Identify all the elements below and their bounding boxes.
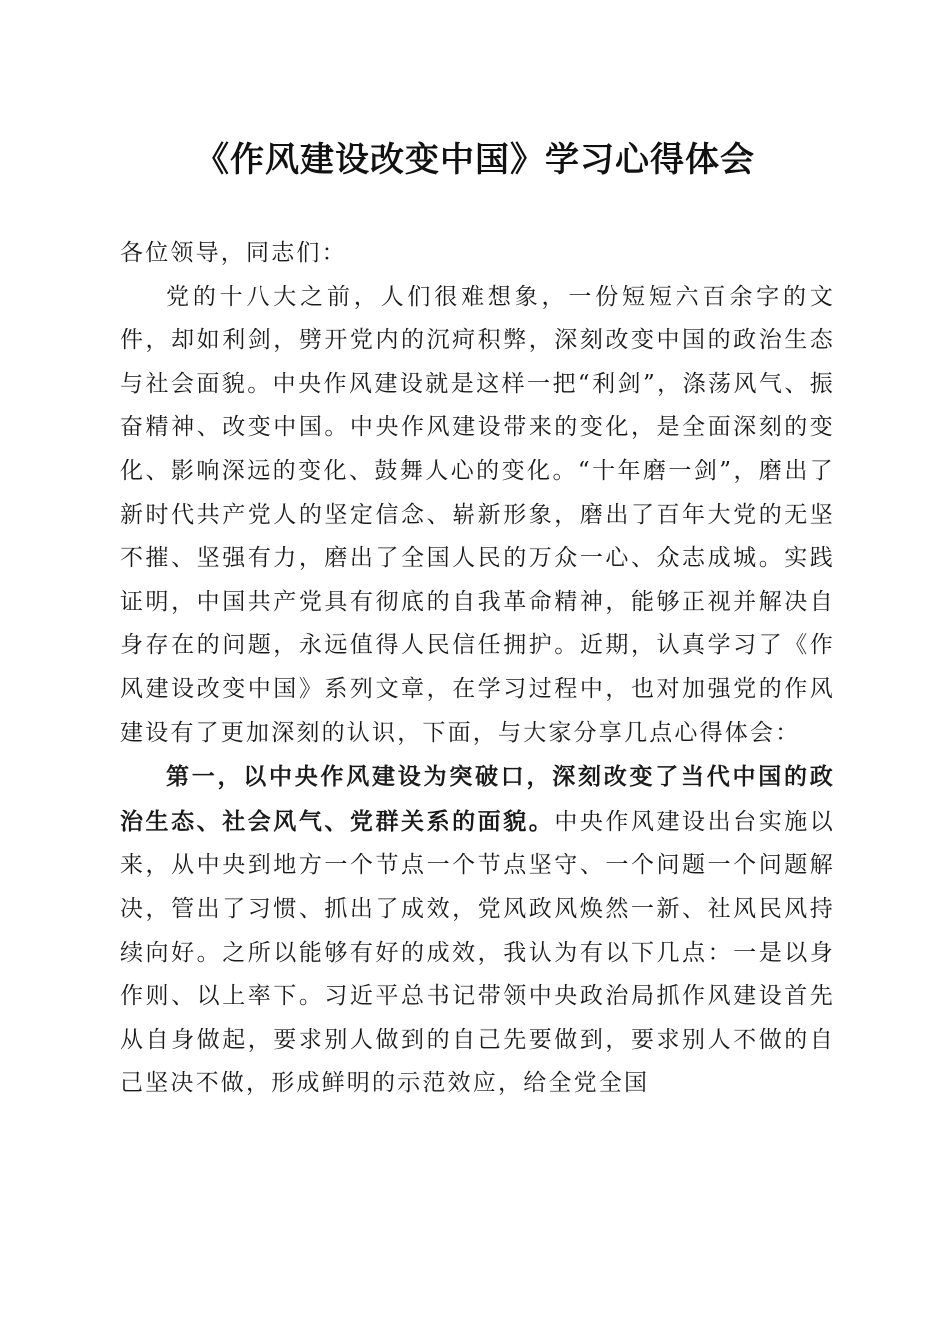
document-title: 《作风建设改变中国》学习心得体会: [195, 140, 755, 180]
salutation: 各位领导，同志们：: [120, 240, 347, 266]
paragraph-first-point-body: 中央作风建设出台实施以来，从中央到地方一个节点一个节点坚守、一个问题一个问题解决，管出了习惯、抓出了成效，党风政风焕然一新、社风民风持续向好。之所以能够有好的成效，我认为有以下几点：一是以身作则、以上率下。习近平总书记带领中央政治局抓作风建设首先从自身做起，要求别人做到的自己先要做到，要求别人不做的自己坚决不做，形成鲜明的示范效应，给全党全国: [120, 808, 835, 1097]
paragraph-intro: [120, 276, 835, 756]
document-body: [120, 232, 835, 1106]
paragraph-first-point-lead: 第一，以中央作风建设为突破口，深刻改变了当代中国的政治生态、社会风气、党群关系的面貌。: [120, 763, 835, 835]
paragraph-first-point: [120, 755, 835, 1106]
paragraph-intro-text: 党的十八大之前，人们很难想象，一份短短六百余字的文件，却如利剑，劈开党内的沉疴积弊，深刻改变中国的政治生态与社会面貌。中央作风建设就是这样一把“利剑”，涤荡风气、振奋精神、改变中国。中央作风建设带来的变化，是全面深刻的变化、影响深远的变化、鼓舞人心的变化。“十年磨一剑”，磨出了新时代共产党人的坚定信念、崭新形象，磨出了百年大党的无坚不摧、坚强有力，磨出了全国人民的万众一心、众志成城。实践证明，中国共产党具有彻底的自我革命精神，能够正视并解决自身存在的问题，永远值得人民信任拥护。近期，认真学习了《作风建设改变中国》系列文章，在学习过程中，也对加强党的作风建设有了更加深刻的认识，下面，与大家分享几点心得体会：: [120, 283, 835, 746]
